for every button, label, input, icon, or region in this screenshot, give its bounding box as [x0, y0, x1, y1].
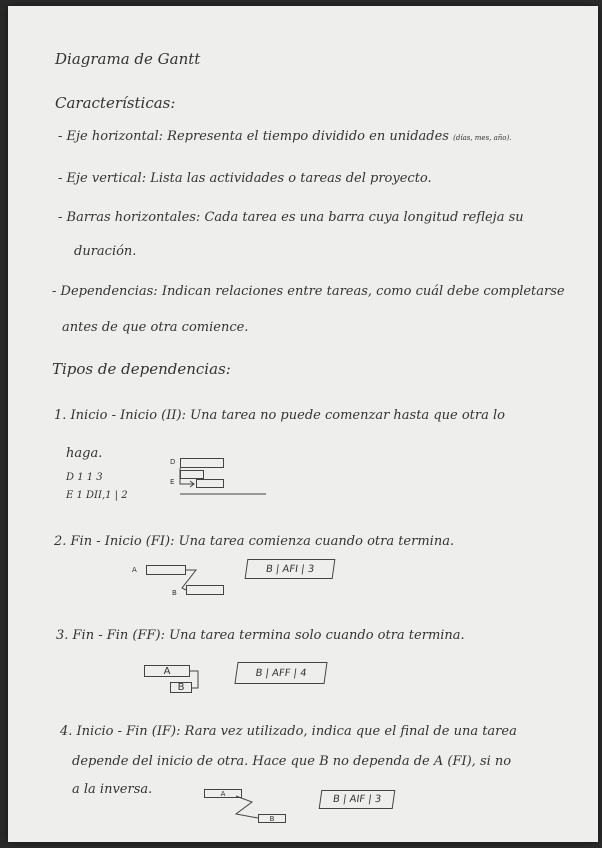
ii-dependency-arrow: [180, 468, 194, 484]
type-ii-continued: haga.: [66, 446, 103, 461]
feature-text: Indican relaciones entre tareas, como cuál debe completarse: [161, 284, 565, 299]
type-title: 4. Inicio - Fin (IF):: [60, 724, 181, 739]
type-title: 2. Fin - Inicio (FI):: [54, 534, 175, 549]
if-bar-a: A: [204, 789, 242, 798]
feature-note: (días, mes, año).: [453, 134, 512, 142]
type-title: 1. Inicio - Inicio (II):: [54, 408, 186, 423]
feature-label: - Dependencias:: [52, 284, 158, 299]
fi-label-a: A: [132, 566, 137, 574]
diagram-connectors: [8, 6, 598, 842]
fi-connector: [182, 570, 196, 590]
feature-text: Cada tarea es una barra cuya longitud refleja su: [204, 210, 524, 225]
ii-table-row-2: E 1 DII,1 | 2: [66, 490, 128, 501]
ff-bar-b: B: [170, 682, 192, 693]
types-heading: Tipos de dependencias:: [52, 360, 231, 378]
if-connector: [236, 796, 258, 818]
if-bar-b: B: [258, 814, 286, 823]
type-text: Rara vez utilizado, indica que el final de una tarea: [184, 724, 517, 739]
feature-text: Representa el tiempo dividido en unidades: [167, 129, 449, 144]
type-if-continued: depende del inicio de otra. Hace que B no dependa de A (FI), si no: [72, 754, 512, 769]
feature-text: Lista las actividades o tareas del proyecto.: [150, 171, 432, 186]
feature-bars-continued: duración.: [74, 244, 137, 259]
fi-label-b: B: [172, 589, 177, 597]
ff-bar-a: A: [144, 665, 190, 677]
ff-dependency-label: B | AFF | 4: [234, 662, 327, 684]
features-heading: Características:: [55, 94, 176, 112]
ii-table-row-1: D 1 1 3: [66, 472, 103, 483]
feature-label: - Eje vertical:: [58, 171, 147, 186]
type-text: Una tarea termina solo cuando otra termina.: [169, 628, 465, 643]
feature-label: - Eje horizontal:: [58, 129, 164, 144]
type-title: 3. Fin - Fin (FF):: [56, 628, 165, 643]
feature-dependencies-continued: antes de que otra comience.: [62, 320, 249, 335]
type-text: Una tarea no puede comenzar hasta que otra lo: [190, 408, 505, 423]
ii-label-d: D: [170, 458, 176, 466]
feature-label: - Barras horizontales:: [58, 210, 201, 225]
ii-label-e: E: [170, 478, 175, 486]
notebook-page: [8, 6, 598, 842]
if-dependency-label: B | AIF | 3: [319, 790, 396, 809]
type-text: Una tarea comienza cuando otra termina.: [178, 534, 455, 549]
type-if-continued-2: a la inversa.: [72, 782, 153, 797]
page-title: Diagrama de Gantt: [55, 50, 201, 68]
ff-connector: [190, 671, 198, 688]
fi-dependency-label: B | AFI | 3: [245, 559, 336, 579]
